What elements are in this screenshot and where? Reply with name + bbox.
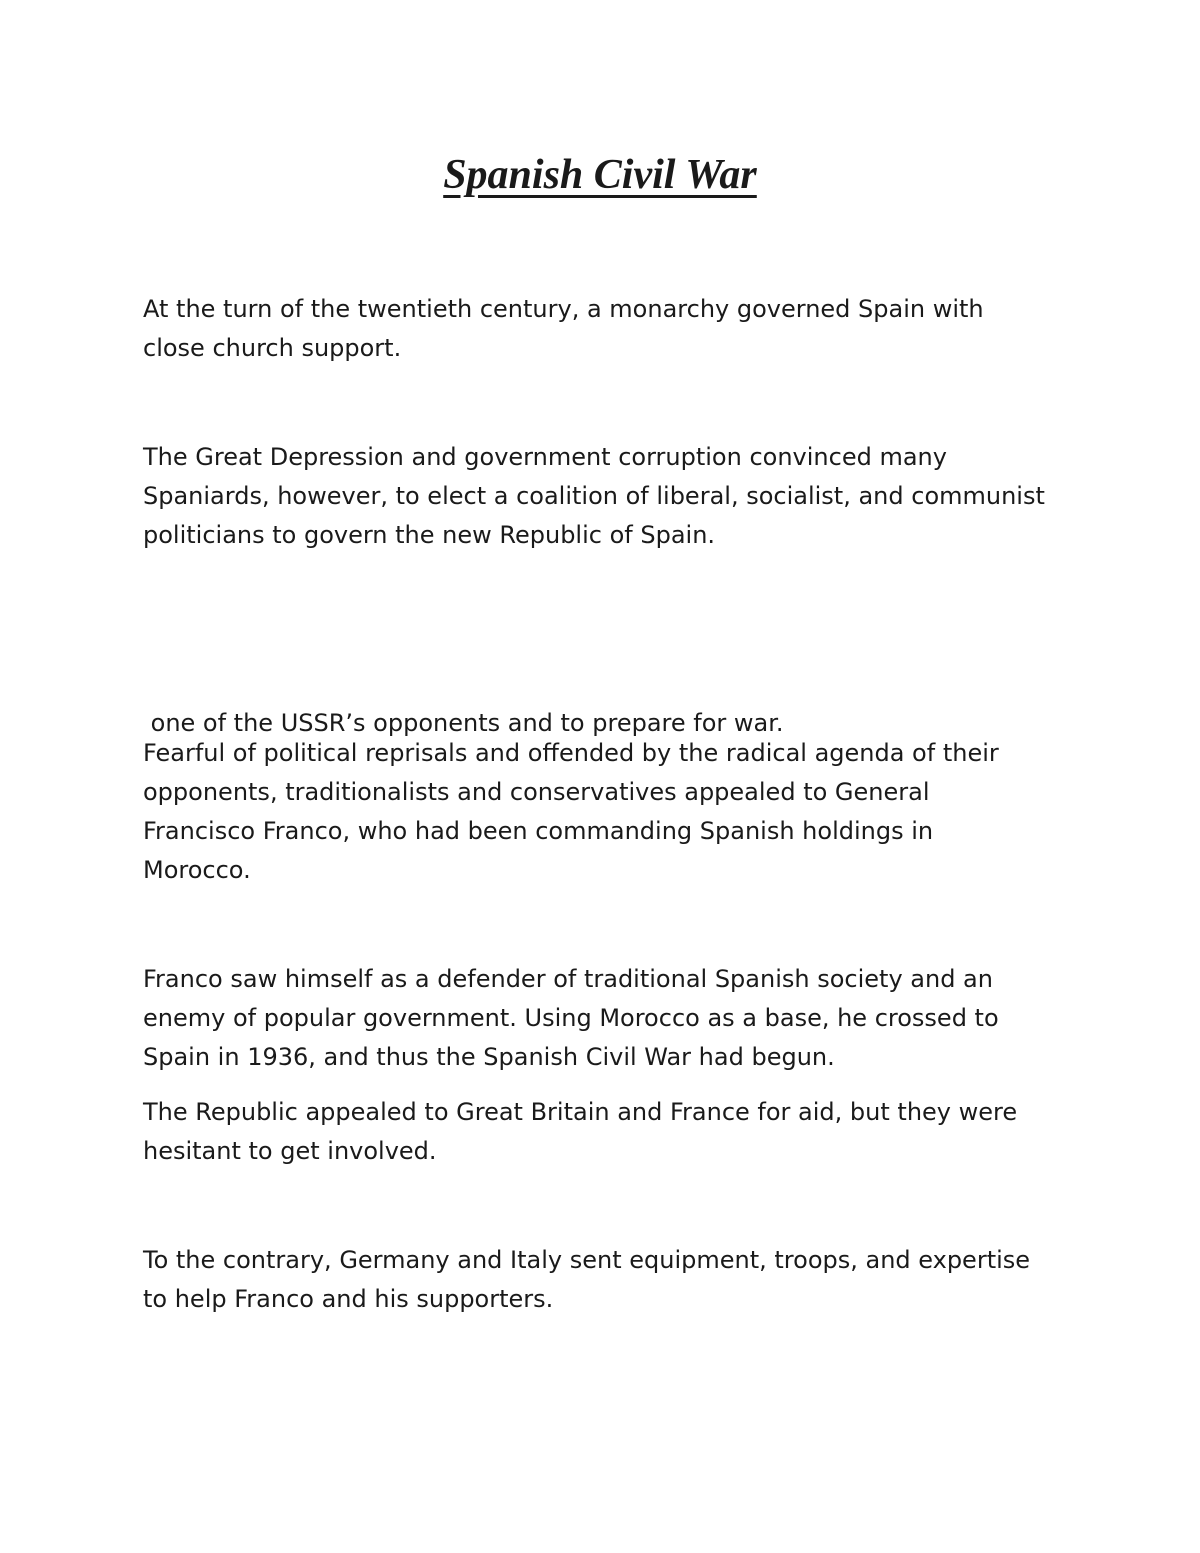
paragraph-line: The Republic appealed to Great Britain and France for aid, but they were xyxy=(143,1098,1018,1126)
paragraph-monarchy xyxy=(143,290,1073,368)
paragraph-germany-italy xyxy=(143,1241,1073,1319)
paragraph-line: one of the USSR’s opponents and to prepare for war. xyxy=(143,709,784,737)
document-title: Spanish Civil War xyxy=(443,152,757,198)
paragraph-line: politicians to govern the new Republic of Spain. xyxy=(143,521,716,549)
paragraph-line: Morocco. xyxy=(143,856,251,884)
paragraph-line: At the turn of the twentieth century, a monarchy governed Spain with xyxy=(143,295,984,323)
paragraph-line: Spain in 1936, and thus the Spanish Civil War had begun. xyxy=(143,1043,835,1071)
paragraph-line: hesitant to get involved. xyxy=(143,1137,437,1165)
paragraph-line: Fearful of political reprisals and offended by the radical agenda of their xyxy=(143,739,999,767)
paragraph-line: To the contrary, Germany and Italy sent equipment, troops, and expertise xyxy=(143,1246,1031,1274)
paragraph-line: Francisco Franco, who had been commanding Spanish holdings in xyxy=(143,817,934,845)
paragraph-republic-appeal xyxy=(143,1093,1073,1171)
paragraph-line: Franco saw himself as a defender of traditional Spanish society and an xyxy=(143,965,993,993)
paragraph-line: The Great Depression and government corruption convinced many xyxy=(143,443,947,471)
paragraph-line: opponents, traditionalists and conservatives appealed to General xyxy=(143,778,930,806)
paragraph-line: enemy of popular government. Using Morocco as a base, he crossed to xyxy=(143,1004,999,1032)
paragraph-great-depression xyxy=(143,438,1073,555)
paragraph-franco-appeal xyxy=(143,734,1073,890)
paragraph-line: close church support. xyxy=(143,334,402,362)
paragraph-line: to help Franco and his supporters. xyxy=(143,1285,554,1313)
paragraph-franco-defender xyxy=(143,960,1073,1077)
paragraph-line: Spaniards, however, to elect a coalition of liberal, socialist, and communist xyxy=(143,482,1045,510)
